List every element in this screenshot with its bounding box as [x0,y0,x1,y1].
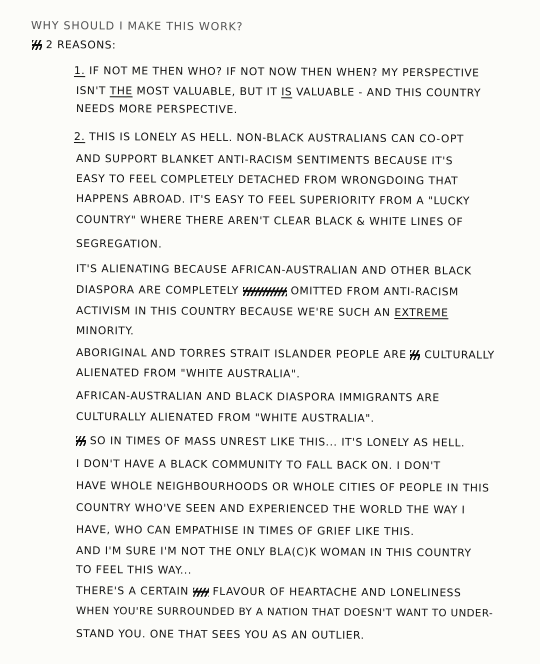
aboriginal-line-1: ABORIGINAL AND TORRES STRAIT ISLANDER PEOPLE ARE CULTURALLY [75,347,495,362]
crossed-out-mark [76,436,86,446]
crossed-out-mark [410,350,420,360]
crossed-out-mark [32,40,42,50]
unrest-line-4: COUNTRY WHO'VE SEEN AND EXPERIENCED THE WORLD THE WAY I [75,502,466,517]
alienating-line-2: DIASPORA ARE COMPLETELY OMITTED FROM ANTI-RACISM [75,284,459,299]
alienating-line-1: IT'S ALIENATING BECAUSE AFRICAN-AUSTRALIAN AND OTHER BLACK [75,263,472,278]
reason-2-line-2: AND SUPPORT BLANKET ANTI-RACISM SENTIMENTS BECAUSE IT'S [75,153,454,168]
reason-1-line-1: 1. IF NOT ME THEN WHO? IF NOT NOW THEN WHEN? MY PERSPECTIVE [73,65,480,80]
reasons-heading: 2 REASONS: [32,38,116,53]
reason-2-line-3: EASY TO FEEL COMPLETELY DETACHED FROM WRONGDOING THAT [75,173,459,188]
unrest-line-1: SO IN TIMES OF MASS UNREST LIKE THIS... IT'S LONELY AS HELL. [76,434,465,450]
reason-2-line-5: COUNTRY" WHERE THERE AREN'T CLEAR BLACK & WHITE LINES OF [75,214,464,229]
alienating-line-3: ACTIVISM IN THIS COUNTRY BECAUSE WE'RE SUCH AN EXTREME [75,305,449,320]
unrest-line-7: TO FEEL THIS WAY... [75,564,192,577]
reason-2-line-4: HAPPENS ABROAD. IT'S EASY TO FEEL SUPERIORITY FROM A "LUCKY [75,193,470,208]
unrest-line-3: HAVE WHOLE NEIGHBOURHOODS OR WHOLE CITIES OF PEOPLE IN THIS [75,480,490,495]
unrest-line-2: I DON'T HAVE A BLACK COMMUNITY TO FALL BACK ON. I DON'T [75,458,441,473]
reason-1-number: 1. [73,65,86,78]
reason-2-line-1: 2. THIS IS LONELY AS HELL. NON-BLACK AUSTRALIANS CAN CO-OPT [73,131,464,146]
aboriginal-line-2: ALIENATED FROM "WHITE AUSTRALIA". [75,367,301,381]
reason-2-number: 2. [73,131,86,144]
crossed-out-word [243,287,287,296]
african-line-1: AFRICAN-AUSTRALIAN AND BLACK DIASPORA IMMIGRANTS ARE [75,390,440,405]
heartache-line-2: WHEN YOU'RE SURROUNDED BY A NATION THAT DOESN'T WANT TO UNDER- [75,606,494,620]
page-title: WHY SHOULD I MAKE THIS WORK? [30,19,244,34]
alienating-line-4: MINORITY. [75,325,135,338]
heartache-line-1: THERE'S A CERTAIN FLAVOUR OF HEARTACHE AND LONELINESS [75,585,462,600]
african-line-2: CULTURALLY ALIENATED FROM "WHITE AUSTRALIA". [75,411,375,425]
unrest-line-6: AND I'M SURE I'M NOT THE ONLY BLA(C)K WOMAN IN THIS COUNTRY [75,545,472,560]
reason-1-line-3: NEEDS MORE PERSPECTIVE. [75,103,238,116]
reason-2-line-6: SEGREGATION. [75,238,163,251]
unrest-line-5: HAVE, WHO CAN EMPATHISE IN TIMES OF GRIEF LIKE THIS. [75,524,415,539]
reason-1-line-2: ISN'T THE MOST VALUABLE, BUT IT IS VALUABLE - AND THIS COUNTRY [75,85,482,100]
heartache-line-3: STAND YOU. ONE THAT SEES YOU AS AN OUTLIER. [75,628,365,642]
crossed-out-word [193,587,209,596]
